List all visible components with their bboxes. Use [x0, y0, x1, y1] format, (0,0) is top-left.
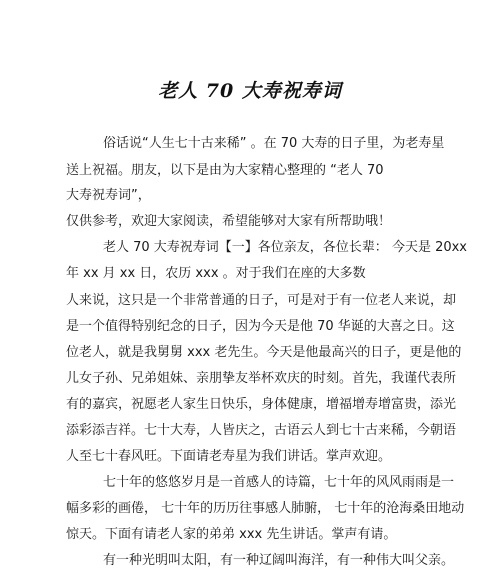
paragraph-line: 是一个值得特别纪念的日子，因为今天是他 70 华诞的大喜之日。这 [66, 319, 455, 334]
document-title: 老人 70 大寿祝寿词 [158, 80, 342, 102]
paragraph-line: 仅供参考，欢迎大家阅读，希望能够对大家有所帮助哦！ [66, 214, 392, 229]
paragraph-line: 送上祝福。朋友，以下是由为大家精心整理的 “老人 70 [66, 163, 384, 178]
paragraph-line: 年 xx 月 xx 日，农历 xxx 。对于我们在座的大多数 [66, 266, 366, 281]
paragraph-line: 惊天。下面有请老人家的弟弟 xxx 先生讲话。掌声有请。 [66, 527, 397, 542]
paragraph-line: 有的嘉宾，祝愿老人家生日快乐，身体健康，增福增寿增富贵，添光 [66, 397, 457, 412]
paragraph-line: 位老人，就是我舅舅 xxx 老先生。今天是他最高兴的日子，更是他的 [66, 345, 462, 360]
paragraph-line: 大寿祝寿词”， [66, 188, 151, 203]
paragraph-line: 添彩添吉祥。七十大寿，人皆庆之，古语云人到七十古来稀，今朝语 [66, 423, 457, 438]
paragraph-line: 有一种光明叫太阳，有一种辽阔叫海洋，有一种伟大叫父亲。 [103, 553, 455, 568]
paragraph-line: 人来说，这只是一个非常普通的日子，可是对于有一位老人来说，却 [66, 293, 457, 308]
paragraph-line: 俗话说“人生七十古来稀” 。在 70 大寿的日子里，为老寿星 [103, 136, 445, 151]
paragraph-line: 老人 70 大寿祝寿词【一】各位亲友，各位长辈： 今天是 20xx [103, 240, 468, 255]
paragraph-line: 儿女子孙、兄弟姐妹、亲朋挚友举杯欢庆的时刻。首先，我谨代表所 [66, 371, 457, 386]
paragraph-line: 七十年的悠悠岁月是一首感人的诗篇，七十年的风风雨雨是一 [103, 475, 455, 490]
paragraph-line: 幅多彩的画倦， 七十年的历历往事感人肺腑， 七十年的沧海桑田地动 [66, 501, 465, 516]
paragraph-line: 人至七十春风旺。下面请老寿星为我们讲话。掌声欢迎。 [66, 449, 392, 464]
